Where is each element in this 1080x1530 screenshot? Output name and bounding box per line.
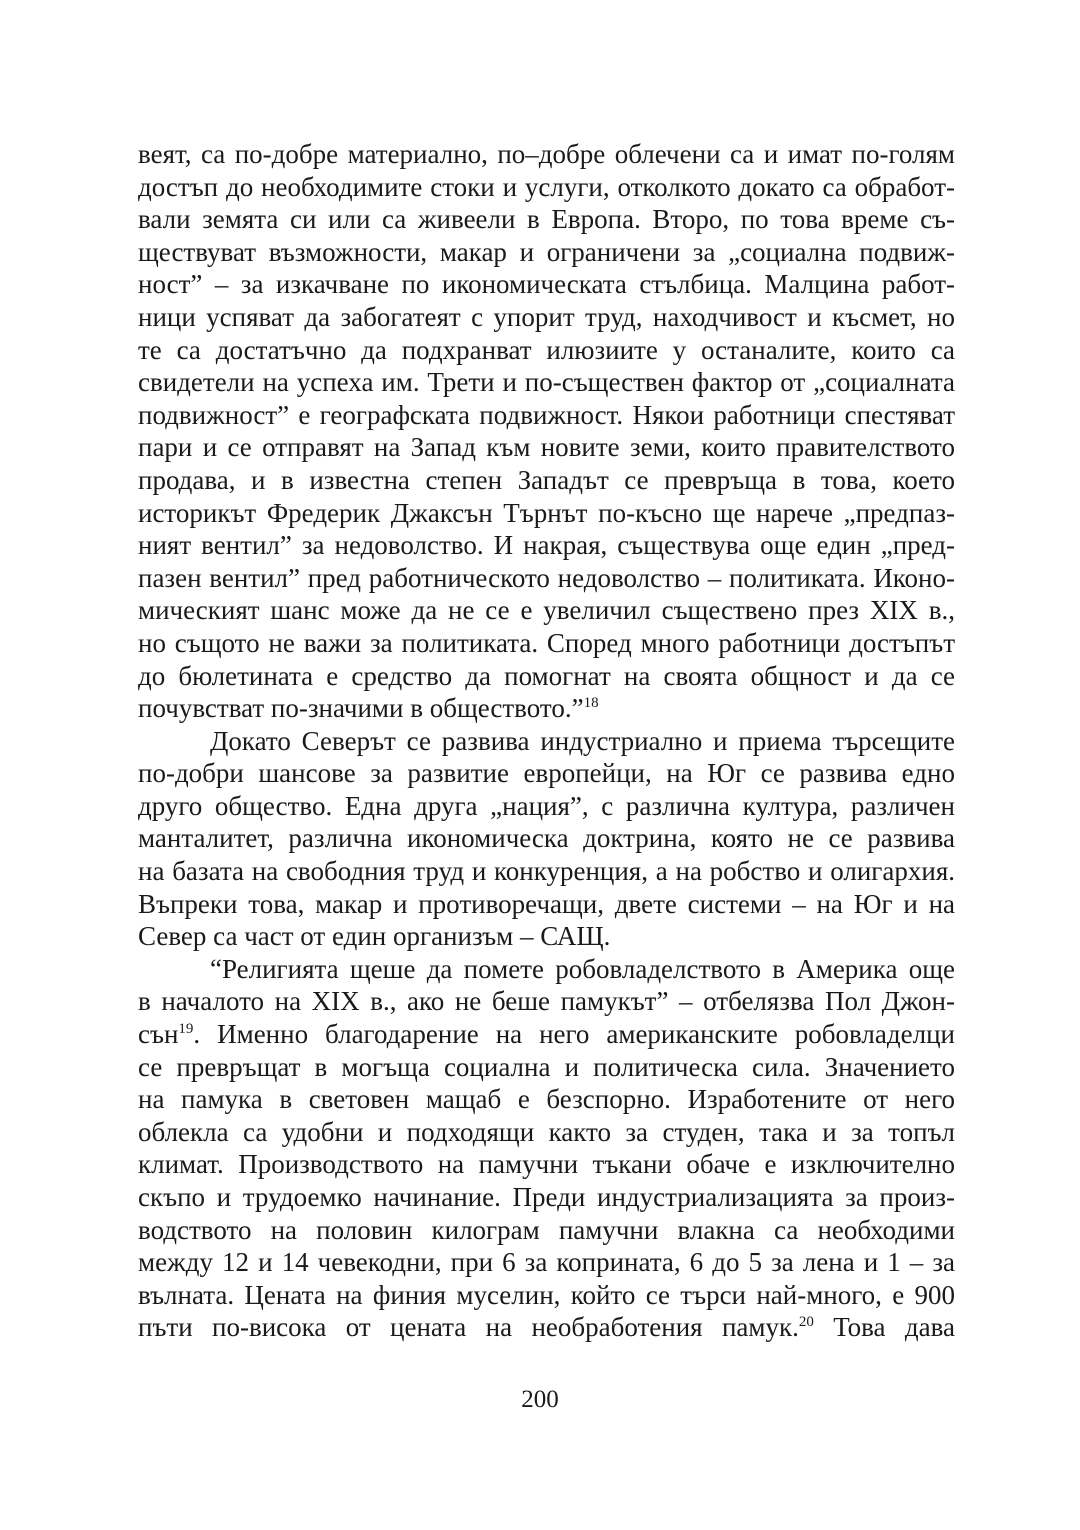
text-line — [138, 1051, 955, 1084]
line-text: облекла са удобни и подходящи както за студен, така и за топъл — [138, 1116, 955, 1147]
line-text: Въпреки това, макар и противоречащи, двете системи – на Юг и на — [138, 888, 955, 919]
line-text: вали земята си или са живеели в Европа. Второ, по това време съ- — [138, 204, 955, 235]
line-text: ност” – за изкачване по икономическата стълбица. Малцина работ- — [138, 269, 955, 300]
line-text-continued: . Именно благодарение на него американските робовладелци — [193, 1019, 955, 1050]
text-line — [138, 464, 955, 497]
text-line — [138, 334, 955, 367]
line-text: ници успяват да забогатеят с упорит труд, находчивост и късмет, но — [138, 301, 955, 332]
line-text: пари и се отправят на Запад към новите земи, които правителството — [138, 432, 955, 463]
body-text — [138, 138, 955, 1344]
line-text: но същото не важи за политиката. Според много работници достъпът — [138, 627, 955, 658]
text-line — [138, 268, 955, 301]
line-text: веят, са по-добре материално, по–добре облечени са и имат по-голям — [138, 139, 955, 169]
line-text: сън — [138, 1019, 179, 1050]
text-line — [138, 1181, 955, 1214]
page-number: 200 — [521, 1386, 559, 1413]
line-text: пъти по-висока от цената на необработения памук. — [138, 1312, 799, 1343]
text-line — [138, 1246, 955, 1279]
line-text: “Религията щеше да помете робовладелството в Америка още — [210, 953, 955, 984]
line-text: те са достатъчно да подхранват илюзиите у останалите, които са — [138, 334, 955, 365]
line-text: в началото на XIX в., ако не беше памукът” – отбелязва Пол Джон- — [138, 986, 955, 1017]
line-text: свидетели на успеха им. Трети и по-съществен фактор от „социалната — [138, 367, 955, 398]
line-text: до бюлетината е средство да помогнат на своята общност и да се — [138, 660, 955, 691]
text-line — [138, 529, 955, 562]
text-line — [138, 562, 955, 595]
text-line — [138, 660, 955, 693]
footnote-marker: 19 — [178, 1021, 194, 1038]
text-line — [138, 855, 955, 888]
line-text-continued: Това дава — [813, 1312, 955, 1343]
line-text: между 12 и 14 чевекодни, при 6 за коприната, 6 до 5 за лена и 1 – за — [138, 1247, 955, 1278]
text-line — [138, 1214, 955, 1247]
text-line — [138, 920, 955, 953]
line-text: достъп до необходимите стоки и услуги, отколкото докато са обработ- — [138, 171, 955, 202]
footnote-marker: 18 — [583, 695, 599, 712]
text-line — [138, 431, 955, 464]
text-line — [138, 888, 955, 921]
text-line — [138, 953, 955, 986]
line-text: мическият шанс може да не се е увеличил съществено през XIX в., — [138, 595, 955, 626]
text-line — [138, 1018, 955, 1051]
text-line — [138, 985, 955, 1018]
line-text: историкът Фредерик Джаксън Търнът по-късно ще нарече „предпаз- — [138, 497, 955, 528]
line-text: ният вентил” за недоволство. И накрая, съществува още един „пред- — [138, 530, 955, 561]
text-line — [138, 757, 955, 790]
text-line — [138, 725, 955, 758]
line-text: манталитет, различна икономическа доктрина, която не се развива — [138, 823, 955, 854]
text-line — [138, 138, 955, 171]
text-line — [138, 366, 955, 399]
line-text: ществуват възможности, макар и ограничени за „социална подвиж- — [138, 236, 955, 267]
line-text: подвижност” е географската подвижност. Някои работници спестяват — [138, 399, 955, 430]
line-text: скъпо и трудоемко начинание. Преди индустриализацията за произ- — [138, 1182, 955, 1212]
text-line — [138, 171, 955, 204]
text-line — [138, 301, 955, 334]
text-line — [138, 1311, 955, 1344]
text-line — [138, 1083, 955, 1116]
text-line — [138, 627, 955, 660]
text-line — [138, 692, 955, 725]
line-text: пазен вентил” пред работническото недоволство – политиката. Иконо- — [138, 562, 955, 593]
text-line — [138, 399, 955, 432]
line-text: почувстват по-значими в обществото.” — [138, 693, 584, 724]
text-line — [138, 1148, 955, 1181]
line-text: Докато Северът се развива индустриално и приема търсещите — [210, 725, 955, 756]
text-line — [138, 594, 955, 627]
line-text: Север са част от един организъм – САЩ. — [138, 921, 611, 952]
line-text: на памука в световен мащаб е безспорно. Изработените от него — [138, 1084, 955, 1115]
line-text: друго общество. Една друга „нация”, с различна култура, различен — [138, 790, 955, 821]
text-line — [138, 790, 955, 823]
line-text: продава, и в известна степен Западът се превръща в това, което — [138, 464, 955, 495]
footnote-marker: 20 — [798, 1314, 814, 1331]
text-line — [138, 822, 955, 855]
line-text: на базата на свободния труд и конкуренция, а на робство и олигархия. — [138, 856, 955, 887]
line-text: климат. Производството на памучни тъкани обаче е изключително — [138, 1149, 955, 1180]
text-line — [138, 236, 955, 269]
text-line — [138, 497, 955, 530]
text-line — [138, 1116, 955, 1149]
text-line — [138, 203, 955, 236]
line-text: водството на половин килограм памучни влакна са необходими — [138, 1214, 955, 1245]
text-line — [138, 1279, 955, 1312]
line-text: по-добри шансове за развитие европейци, на Юг се развива едно — [138, 758, 955, 789]
line-text: вълната. Цената на финия муселин, който се търси най-много, е 900 — [138, 1279, 955, 1310]
line-text: се превръщат в могъща социална и политическа сила. Значението — [138, 1051, 955, 1082]
